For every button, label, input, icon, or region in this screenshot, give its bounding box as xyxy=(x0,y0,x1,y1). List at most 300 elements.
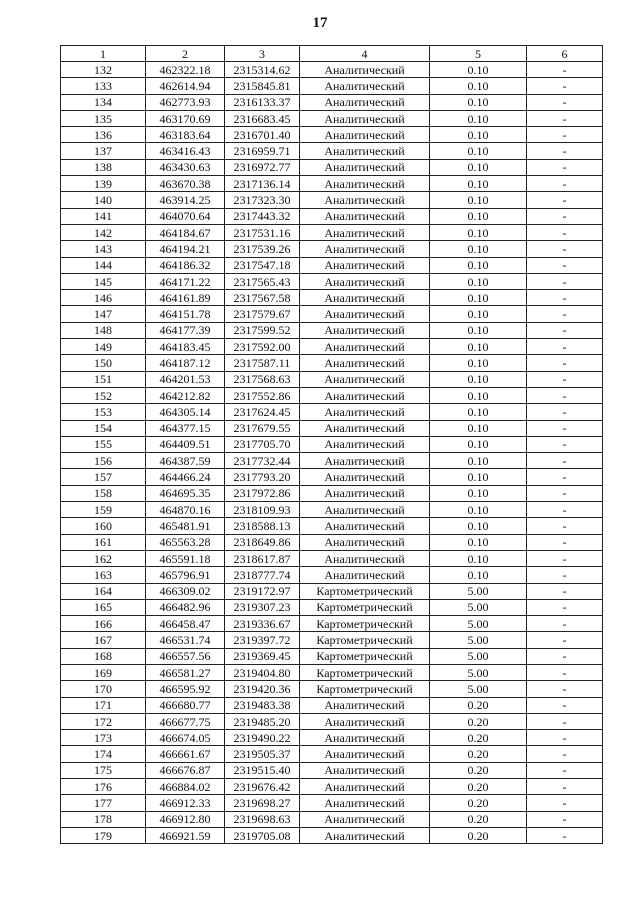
point-number-cell: 152 xyxy=(61,387,146,403)
method-cell: Аналитический xyxy=(300,746,430,762)
table-row xyxy=(61,664,603,680)
table-row xyxy=(61,583,603,599)
y-coordinate-cell: 2317624.45 xyxy=(225,404,300,420)
x-coordinate-cell: 466921.59 xyxy=(146,827,225,843)
accuracy-cell: 0.10 xyxy=(430,127,527,143)
x-coordinate-cell: 463183.64 xyxy=(146,127,225,143)
table-row xyxy=(61,762,603,778)
description-cell: - xyxy=(527,143,603,159)
accuracy-cell: 0.10 xyxy=(430,502,527,518)
point-number-cell: 132 xyxy=(61,62,146,78)
y-coordinate-cell: 2317531.16 xyxy=(225,224,300,240)
method-cell: Аналитический xyxy=(300,208,430,224)
table-row xyxy=(61,779,603,795)
table-row xyxy=(61,534,603,550)
x-coordinate-cell: 466676.87 xyxy=(146,762,225,778)
x-coordinate-cell: 466912.33 xyxy=(146,795,225,811)
method-cell: Аналитический xyxy=(300,534,430,550)
accuracy-cell: 0.10 xyxy=(430,469,527,485)
y-coordinate-cell: 2319485.20 xyxy=(225,713,300,729)
x-coordinate-cell: 464183.45 xyxy=(146,339,225,355)
accuracy-cell: 0.10 xyxy=(430,485,527,501)
accuracy-cell: 0.20 xyxy=(430,746,527,762)
table-row xyxy=(61,518,603,534)
table-row xyxy=(61,599,603,615)
method-cell: Аналитический xyxy=(300,827,430,843)
description-cell: - xyxy=(527,681,603,697)
accuracy-cell: 0.10 xyxy=(430,290,527,306)
x-coordinate-cell: 463914.25 xyxy=(146,192,225,208)
table-row xyxy=(61,110,603,126)
description-cell: - xyxy=(527,713,603,729)
table-row xyxy=(61,339,603,355)
method-cell: Аналитический xyxy=(300,306,430,322)
table-row xyxy=(61,453,603,469)
x-coordinate-cell: 466595.92 xyxy=(146,681,225,697)
y-coordinate-cell: 2317323.30 xyxy=(225,192,300,208)
table-row xyxy=(61,62,603,78)
table-row xyxy=(61,387,603,403)
description-cell: - xyxy=(527,599,603,615)
point-number-cell: 153 xyxy=(61,404,146,420)
y-coordinate-cell: 2317972.86 xyxy=(225,485,300,501)
accuracy-cell: 0.10 xyxy=(430,192,527,208)
description-cell: - xyxy=(527,746,603,762)
accuracy-cell: 5.00 xyxy=(430,648,527,664)
accuracy-cell: 0.10 xyxy=(430,208,527,224)
x-coordinate-cell: 464695.35 xyxy=(146,485,225,501)
method-cell: Картометрический xyxy=(300,664,430,680)
method-cell: Аналитический xyxy=(300,143,430,159)
table-row xyxy=(61,648,603,664)
accuracy-cell: 0.10 xyxy=(430,257,527,273)
description-cell: - xyxy=(527,762,603,778)
description-cell: - xyxy=(527,485,603,501)
table-row xyxy=(61,420,603,436)
x-coordinate-cell: 464161.89 xyxy=(146,290,225,306)
table-row xyxy=(61,697,603,713)
description-cell: - xyxy=(527,469,603,485)
table-row xyxy=(61,143,603,159)
y-coordinate-cell: 2319698.63 xyxy=(225,811,300,827)
accuracy-cell: 5.00 xyxy=(430,632,527,648)
point-number-cell: 173 xyxy=(61,730,146,746)
method-cell: Аналитический xyxy=(300,469,430,485)
method-cell: Аналитический xyxy=(300,697,430,713)
table-row xyxy=(61,502,603,518)
accuracy-cell: 5.00 xyxy=(430,616,527,632)
table-row xyxy=(61,273,603,289)
table-header-row xyxy=(61,46,603,62)
method-cell: Аналитический xyxy=(300,322,430,338)
column-header: 6 xyxy=(527,46,603,62)
column-header: 1 xyxy=(61,46,146,62)
y-coordinate-cell: 2319676.42 xyxy=(225,779,300,795)
y-coordinate-cell: 2319307.23 xyxy=(225,599,300,615)
table-row xyxy=(61,616,603,632)
y-coordinate-cell: 2316701.40 xyxy=(225,127,300,143)
accuracy-cell: 0.10 xyxy=(430,241,527,257)
y-coordinate-cell: 2317539.26 xyxy=(225,241,300,257)
point-number-cell: 150 xyxy=(61,355,146,371)
point-number-cell: 136 xyxy=(61,127,146,143)
y-coordinate-cell: 2316133.37 xyxy=(225,94,300,110)
y-coordinate-cell: 2315845.81 xyxy=(225,78,300,94)
method-cell: Аналитический xyxy=(300,94,430,110)
x-coordinate-cell: 464870.16 xyxy=(146,502,225,518)
table-row xyxy=(61,355,603,371)
accuracy-cell: 0.10 xyxy=(430,78,527,94)
y-coordinate-cell: 2317568.63 xyxy=(225,371,300,387)
y-coordinate-cell: 2319515.40 xyxy=(225,762,300,778)
point-number-cell: 166 xyxy=(61,616,146,632)
method-cell: Картометрический xyxy=(300,632,430,648)
table-row xyxy=(61,176,603,192)
description-cell: - xyxy=(527,208,603,224)
description-cell: - xyxy=(527,730,603,746)
point-number-cell: 162 xyxy=(61,550,146,566)
y-coordinate-cell: 2319420.36 xyxy=(225,681,300,697)
method-cell: Аналитический xyxy=(300,371,430,387)
point-number-cell: 133 xyxy=(61,78,146,94)
x-coordinate-cell: 466309.02 xyxy=(146,583,225,599)
x-coordinate-cell: 465591.18 xyxy=(146,550,225,566)
y-coordinate-cell: 2317552.86 xyxy=(225,387,300,403)
method-cell: Аналитический xyxy=(300,339,430,355)
description-cell: - xyxy=(527,176,603,192)
y-coordinate-cell: 2319490.22 xyxy=(225,730,300,746)
accuracy-cell: 0.10 xyxy=(430,273,527,289)
x-coordinate-cell: 465481.91 xyxy=(146,518,225,534)
x-coordinate-cell: 462614.94 xyxy=(146,78,225,94)
y-coordinate-cell: 2317599.52 xyxy=(225,322,300,338)
table-row xyxy=(61,730,603,746)
table-row xyxy=(61,371,603,387)
method-cell: Аналитический xyxy=(300,257,430,273)
point-number-cell: 137 xyxy=(61,143,146,159)
point-number-cell: 134 xyxy=(61,94,146,110)
x-coordinate-cell: 466912.80 xyxy=(146,811,225,827)
accuracy-cell: 0.10 xyxy=(430,159,527,175)
point-number-cell: 177 xyxy=(61,795,146,811)
accuracy-cell: 0.10 xyxy=(430,550,527,566)
table-row xyxy=(61,94,603,110)
x-coordinate-cell: 464466.24 xyxy=(146,469,225,485)
y-coordinate-cell: 2317565.43 xyxy=(225,273,300,289)
column-header: 3 xyxy=(225,46,300,62)
method-cell: Аналитический xyxy=(300,779,430,795)
point-number-cell: 170 xyxy=(61,681,146,697)
x-coordinate-cell: 464186.32 xyxy=(146,257,225,273)
description-cell: - xyxy=(527,78,603,94)
accuracy-cell: 0.20 xyxy=(430,730,527,746)
description-cell: - xyxy=(527,62,603,78)
point-number-cell: 138 xyxy=(61,159,146,175)
y-coordinate-cell: 2317567.58 xyxy=(225,290,300,306)
column-header: 4 xyxy=(300,46,430,62)
x-coordinate-cell: 464387.59 xyxy=(146,453,225,469)
y-coordinate-cell: 2319705.08 xyxy=(225,827,300,843)
table-row xyxy=(61,550,603,566)
description-cell: - xyxy=(527,648,603,664)
table-row xyxy=(61,713,603,729)
accuracy-cell: 0.10 xyxy=(430,355,527,371)
table-row xyxy=(61,241,603,257)
table-row xyxy=(61,290,603,306)
y-coordinate-cell: 2316959.71 xyxy=(225,143,300,159)
description-cell: - xyxy=(527,795,603,811)
method-cell: Аналитический xyxy=(300,436,430,452)
x-coordinate-cell: 466581.27 xyxy=(146,664,225,680)
description-cell: - xyxy=(527,355,603,371)
point-number-cell: 169 xyxy=(61,664,146,680)
accuracy-cell: 0.20 xyxy=(430,697,527,713)
point-number-cell: 159 xyxy=(61,502,146,518)
method-cell: Аналитический xyxy=(300,762,430,778)
accuracy-cell: 0.10 xyxy=(430,567,527,583)
y-coordinate-cell: 2318109.93 xyxy=(225,502,300,518)
method-cell: Аналитический xyxy=(300,387,430,403)
table-row xyxy=(61,257,603,273)
y-coordinate-cell: 2318649.86 xyxy=(225,534,300,550)
method-cell: Аналитический xyxy=(300,192,430,208)
accuracy-cell: 0.10 xyxy=(430,339,527,355)
accuracy-cell: 0.10 xyxy=(430,436,527,452)
point-number-cell: 154 xyxy=(61,420,146,436)
description-cell: - xyxy=(527,371,603,387)
point-number-cell: 168 xyxy=(61,648,146,664)
accuracy-cell: 0.10 xyxy=(430,306,527,322)
method-cell: Аналитический xyxy=(300,518,430,534)
point-number-cell: 163 xyxy=(61,567,146,583)
method-cell: Аналитический xyxy=(300,290,430,306)
table-row xyxy=(61,78,603,94)
x-coordinate-cell: 464194.21 xyxy=(146,241,225,257)
y-coordinate-cell: 2317443.32 xyxy=(225,208,300,224)
point-number-cell: 174 xyxy=(61,746,146,762)
accuracy-cell: 0.10 xyxy=(430,322,527,338)
point-number-cell: 135 xyxy=(61,110,146,126)
table-row xyxy=(61,795,603,811)
description-cell: - xyxy=(527,290,603,306)
point-number-cell: 167 xyxy=(61,632,146,648)
accuracy-cell: 0.10 xyxy=(430,404,527,420)
accuracy-cell: 0.10 xyxy=(430,387,527,403)
y-coordinate-cell: 2317592.00 xyxy=(225,339,300,355)
point-number-cell: 179 xyxy=(61,827,146,843)
point-number-cell: 161 xyxy=(61,534,146,550)
y-coordinate-cell: 2319172.97 xyxy=(225,583,300,599)
y-coordinate-cell: 2317587.11 xyxy=(225,355,300,371)
method-cell: Картометрический xyxy=(300,583,430,599)
point-number-cell: 156 xyxy=(61,453,146,469)
y-coordinate-cell: 2317547.18 xyxy=(225,257,300,273)
point-number-cell: 147 xyxy=(61,306,146,322)
point-number-cell: 142 xyxy=(61,224,146,240)
method-cell: Картометрический xyxy=(300,648,430,664)
accuracy-cell: 0.10 xyxy=(430,143,527,159)
description-cell: - xyxy=(527,811,603,827)
description-cell: - xyxy=(527,534,603,550)
table-row xyxy=(61,306,603,322)
description-cell: - xyxy=(527,159,603,175)
accuracy-cell: 0.20 xyxy=(430,795,527,811)
x-coordinate-cell: 462322.18 xyxy=(146,62,225,78)
y-coordinate-cell: 2315314.62 xyxy=(225,62,300,78)
coordinates-table-body xyxy=(61,46,603,844)
method-cell: Аналитический xyxy=(300,795,430,811)
method-cell: Аналитический xyxy=(300,567,430,583)
description-cell: - xyxy=(527,697,603,713)
description-cell: - xyxy=(527,827,603,843)
x-coordinate-cell: 464177.39 xyxy=(146,322,225,338)
description-cell: - xyxy=(527,110,603,126)
accuracy-cell: 0.20 xyxy=(430,762,527,778)
description-cell: - xyxy=(527,404,603,420)
accuracy-cell: 0.10 xyxy=(430,224,527,240)
accuracy-cell: 0.10 xyxy=(430,534,527,550)
method-cell: Аналитический xyxy=(300,176,430,192)
point-number-cell: 155 xyxy=(61,436,146,452)
point-number-cell: 139 xyxy=(61,176,146,192)
y-coordinate-cell: 2316683.45 xyxy=(225,110,300,126)
x-coordinate-cell: 466884.02 xyxy=(146,779,225,795)
table-row xyxy=(61,436,603,452)
x-coordinate-cell: 466458.47 xyxy=(146,616,225,632)
table-row xyxy=(61,322,603,338)
x-coordinate-cell: 466661.67 xyxy=(146,746,225,762)
description-cell: - xyxy=(527,224,603,240)
description-cell: - xyxy=(527,632,603,648)
point-number-cell: 157 xyxy=(61,469,146,485)
method-cell: Аналитический xyxy=(300,241,430,257)
method-cell: Картометрический xyxy=(300,616,430,632)
y-coordinate-cell: 2319404.80 xyxy=(225,664,300,680)
method-cell: Аналитический xyxy=(300,273,430,289)
column-header: 5 xyxy=(430,46,527,62)
table-row xyxy=(61,404,603,420)
x-coordinate-cell: 463430.63 xyxy=(146,159,225,175)
method-cell: Аналитический xyxy=(300,355,430,371)
accuracy-cell: 0.20 xyxy=(430,779,527,795)
y-coordinate-cell: 2318588.13 xyxy=(225,518,300,534)
y-coordinate-cell: 2319505.37 xyxy=(225,746,300,762)
accuracy-cell: 0.10 xyxy=(430,94,527,110)
point-number-cell: 171 xyxy=(61,697,146,713)
x-coordinate-cell: 464409.51 xyxy=(146,436,225,452)
accuracy-cell: 0.10 xyxy=(430,518,527,534)
x-coordinate-cell: 466677.75 xyxy=(146,713,225,729)
x-coordinate-cell: 466482.96 xyxy=(146,599,225,615)
x-coordinate-cell: 466680.77 xyxy=(146,697,225,713)
point-number-cell: 176 xyxy=(61,779,146,795)
method-cell: Аналитический xyxy=(300,485,430,501)
y-coordinate-cell: 2319483.38 xyxy=(225,697,300,713)
accuracy-cell: 5.00 xyxy=(430,583,527,599)
method-cell: Аналитический xyxy=(300,730,430,746)
description-cell: - xyxy=(527,616,603,632)
table-row xyxy=(61,485,603,501)
method-cell: Картометрический xyxy=(300,599,430,615)
accuracy-cell: 0.10 xyxy=(430,62,527,78)
table-row xyxy=(61,159,603,175)
table-row xyxy=(61,681,603,697)
x-coordinate-cell: 464171.22 xyxy=(146,273,225,289)
table-row xyxy=(61,224,603,240)
description-cell: - xyxy=(527,502,603,518)
method-cell: Аналитический xyxy=(300,713,430,729)
x-coordinate-cell: 465796.91 xyxy=(146,567,225,583)
method-cell: Аналитический xyxy=(300,127,430,143)
x-coordinate-cell: 463170.69 xyxy=(146,110,225,126)
table-row xyxy=(61,746,603,762)
table-row xyxy=(61,469,603,485)
y-coordinate-cell: 2317579.67 xyxy=(225,306,300,322)
point-number-cell: 144 xyxy=(61,257,146,273)
description-cell: - xyxy=(527,322,603,338)
point-number-cell: 160 xyxy=(61,518,146,534)
x-coordinate-cell: 462773.93 xyxy=(146,94,225,110)
accuracy-cell: 0.20 xyxy=(430,827,527,843)
method-cell: Аналитический xyxy=(300,420,430,436)
accuracy-cell: 5.00 xyxy=(430,681,527,697)
description-cell: - xyxy=(527,453,603,469)
y-coordinate-cell: 2319369.45 xyxy=(225,648,300,664)
x-coordinate-cell: 465563.28 xyxy=(146,534,225,550)
point-number-cell: 140 xyxy=(61,192,146,208)
point-number-cell: 143 xyxy=(61,241,146,257)
point-number-cell: 148 xyxy=(61,322,146,338)
point-number-cell: 164 xyxy=(61,583,146,599)
y-coordinate-cell: 2316972.77 xyxy=(225,159,300,175)
y-coordinate-cell: 2319336.67 xyxy=(225,616,300,632)
y-coordinate-cell: 2317793.20 xyxy=(225,469,300,485)
method-cell: Аналитический xyxy=(300,404,430,420)
description-cell: - xyxy=(527,94,603,110)
point-number-cell: 175 xyxy=(61,762,146,778)
y-coordinate-cell: 2317679.55 xyxy=(225,420,300,436)
x-coordinate-cell: 466674.05 xyxy=(146,730,225,746)
description-cell: - xyxy=(527,567,603,583)
description-cell: - xyxy=(527,306,603,322)
accuracy-cell: 0.10 xyxy=(430,176,527,192)
method-cell: Аналитический xyxy=(300,62,430,78)
accuracy-cell: 0.20 xyxy=(430,811,527,827)
description-cell: - xyxy=(527,339,603,355)
accuracy-cell: 0.10 xyxy=(430,453,527,469)
table-row xyxy=(61,827,603,843)
point-number-cell: 149 xyxy=(61,339,146,355)
point-number-cell: 146 xyxy=(61,290,146,306)
point-number-cell: 172 xyxy=(61,713,146,729)
x-coordinate-cell: 466531.74 xyxy=(146,632,225,648)
method-cell: Аналитический xyxy=(300,159,430,175)
method-cell: Аналитический xyxy=(300,224,430,240)
accuracy-cell: 0.10 xyxy=(430,420,527,436)
description-cell: - xyxy=(527,518,603,534)
description-cell: - xyxy=(527,664,603,680)
point-number-cell: 151 xyxy=(61,371,146,387)
x-coordinate-cell: 464305.14 xyxy=(146,404,225,420)
y-coordinate-cell: 2317732.44 xyxy=(225,453,300,469)
accuracy-cell: 0.20 xyxy=(430,713,527,729)
method-cell: Картометрический xyxy=(300,681,430,697)
page-number: 17 xyxy=(312,15,328,31)
y-coordinate-cell: 2319397.72 xyxy=(225,632,300,648)
point-number-cell: 158 xyxy=(61,485,146,501)
table-row xyxy=(61,811,603,827)
x-coordinate-cell: 464201.53 xyxy=(146,371,225,387)
